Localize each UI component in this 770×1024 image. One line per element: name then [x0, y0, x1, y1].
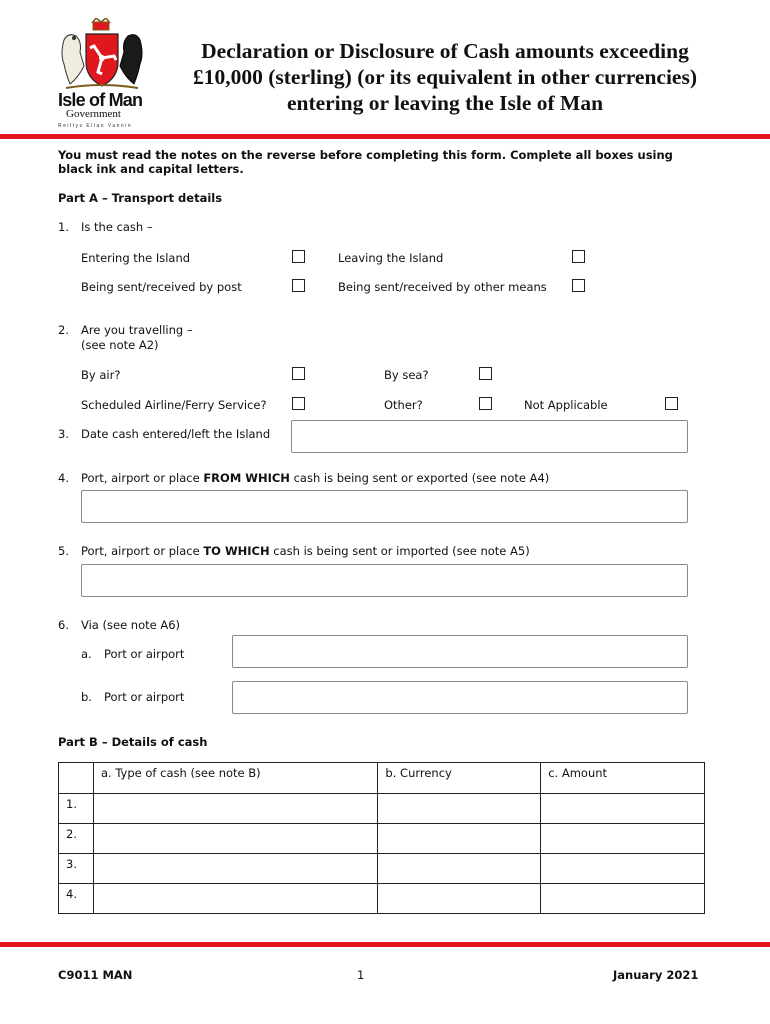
option-other-label: Other?	[384, 398, 423, 412]
checkbox-entering-island[interactable]	[292, 250, 305, 263]
currency-cell[interactable]	[378, 824, 541, 854]
coat-of-arms-icon	[56, 18, 148, 94]
currency-cell[interactable]	[378, 884, 541, 914]
part-a-heading: Part A – Transport details	[58, 191, 223, 205]
logo-text-isle-of-man: Isle of Man	[58, 90, 143, 110]
intro-line-1: You must read the notes on the reverse before completing this form. Complete all boxes using	[58, 148, 673, 162]
table-header-row	[59, 763, 705, 794]
option-entering-island-label: Entering the Island	[81, 251, 191, 265]
q6a-label: Port or airport	[104, 647, 185, 661]
q3-label: Date cash entered/left the Island	[81, 427, 271, 441]
q2-note: (see note A2)	[81, 338, 159, 352]
footer-form-code: C9011 MAN	[58, 968, 133, 982]
logo-text-manx: Reiltys Ellan Vannin	[58, 123, 133, 129]
amount-cell[interactable]	[541, 884, 705, 914]
date-input-field[interactable]	[291, 420, 688, 453]
amount-cell[interactable]	[541, 854, 705, 884]
row-number: 2.	[59, 824, 94, 854]
bottom-red-divider	[0, 942, 770, 947]
q6a-letter: a.	[81, 647, 92, 661]
checkbox-leaving-island[interactable]	[572, 250, 585, 263]
from-port-input-field[interactable]	[81, 490, 688, 523]
q1-number: 1.	[58, 220, 69, 234]
to-port-input-field[interactable]	[81, 564, 688, 597]
title-line-2: £10,000 (sterling) (or its equivalent in other currencies)	[193, 65, 697, 89]
checkbox-not-applicable[interactable]	[665, 397, 678, 410]
top-red-divider	[0, 134, 770, 139]
q3-number: 3.	[58, 427, 69, 441]
q5-prefix: Port, airport or place	[81, 544, 204, 558]
header-currency: b. Currency	[378, 763, 541, 794]
currency-cell[interactable]	[378, 854, 541, 884]
row-number: 4.	[59, 884, 94, 914]
option-not-applicable-label: Not Applicable	[524, 398, 608, 412]
table-row	[59, 794, 705, 824]
checkbox-other[interactable]	[479, 397, 492, 410]
footer-date: January 2021	[613, 968, 699, 982]
intro-line-2: black ink and capital letters.	[58, 162, 244, 176]
option-by-sea-label: By sea?	[384, 368, 429, 382]
q5-suffix: cash is being sent or imported (see note A5)	[269, 544, 530, 558]
checkbox-by-air[interactable]	[292, 367, 305, 380]
q2-label: Are you travelling –	[81, 323, 193, 337]
type-of-cash-cell[interactable]	[93, 794, 377, 824]
option-leaving-island-label: Leaving the Island	[338, 251, 444, 265]
part-b-heading: Part B – Details of cash	[58, 735, 208, 749]
via-port-b-input-field[interactable]	[232, 681, 688, 714]
q4-prefix: Port, airport or place	[81, 471, 204, 485]
checkbox-sent-by-other-means[interactable]	[572, 279, 585, 292]
q4-bold: FROM WHICH	[203, 471, 290, 485]
row-number: 3.	[59, 854, 94, 884]
header-amount: c. Amount	[541, 763, 705, 794]
type-of-cash-cell[interactable]	[93, 884, 377, 914]
type-of-cash-cell[interactable]	[93, 854, 377, 884]
amount-cell[interactable]	[541, 794, 705, 824]
header-type-of-cash: a. Type of cash (see note B)	[93, 763, 377, 794]
form-title	[160, 38, 730, 116]
q4-number: 4.	[58, 471, 69, 485]
option-by-air-label: By air?	[81, 368, 121, 382]
q4-suffix: cash is being sent or exported (see note A4)	[289, 471, 550, 485]
table-row	[59, 824, 705, 854]
title-line-3: entering or leaving the Isle of Man	[286, 91, 604, 115]
option-scheduled-service-label: Scheduled Airline/Ferry Service?	[81, 398, 267, 412]
q1-label: Is the cash –	[81, 220, 153, 234]
q6-number: 6.	[58, 618, 69, 632]
table-row	[59, 854, 705, 884]
option-post-label: Being sent/received by post	[81, 280, 242, 294]
via-port-a-input-field[interactable]	[232, 635, 688, 668]
checkbox-sent-by-post[interactable]	[292, 279, 305, 292]
option-other-means-label: Being sent/received by other means	[338, 280, 547, 294]
footer-page-number: 1	[357, 968, 365, 982]
checkbox-by-sea[interactable]	[479, 367, 492, 380]
q2-number: 2.	[58, 323, 69, 337]
logo-text-government: Government	[66, 108, 121, 120]
checkbox-scheduled-service[interactable]	[292, 397, 305, 410]
q5-bold: TO WHICH	[203, 544, 270, 558]
q6b-letter: b.	[81, 690, 92, 704]
q4-label	[81, 471, 549, 485]
table-row	[59, 884, 705, 914]
q6b-label: Port or airport	[104, 690, 185, 704]
currency-cell[interactable]	[378, 794, 541, 824]
title-line-1: Declaration or Disclosure of Cash amounts exceeding	[201, 39, 689, 63]
amount-cell[interactable]	[541, 824, 705, 854]
q5-label	[81, 544, 530, 558]
type-of-cash-cell[interactable]	[93, 824, 377, 854]
q5-number: 5.	[58, 544, 69, 558]
cash-details-table	[58, 762, 705, 914]
header-number-cell	[59, 763, 94, 794]
row-number: 1.	[59, 794, 94, 824]
q6-label: Via (see note A6)	[81, 618, 181, 632]
